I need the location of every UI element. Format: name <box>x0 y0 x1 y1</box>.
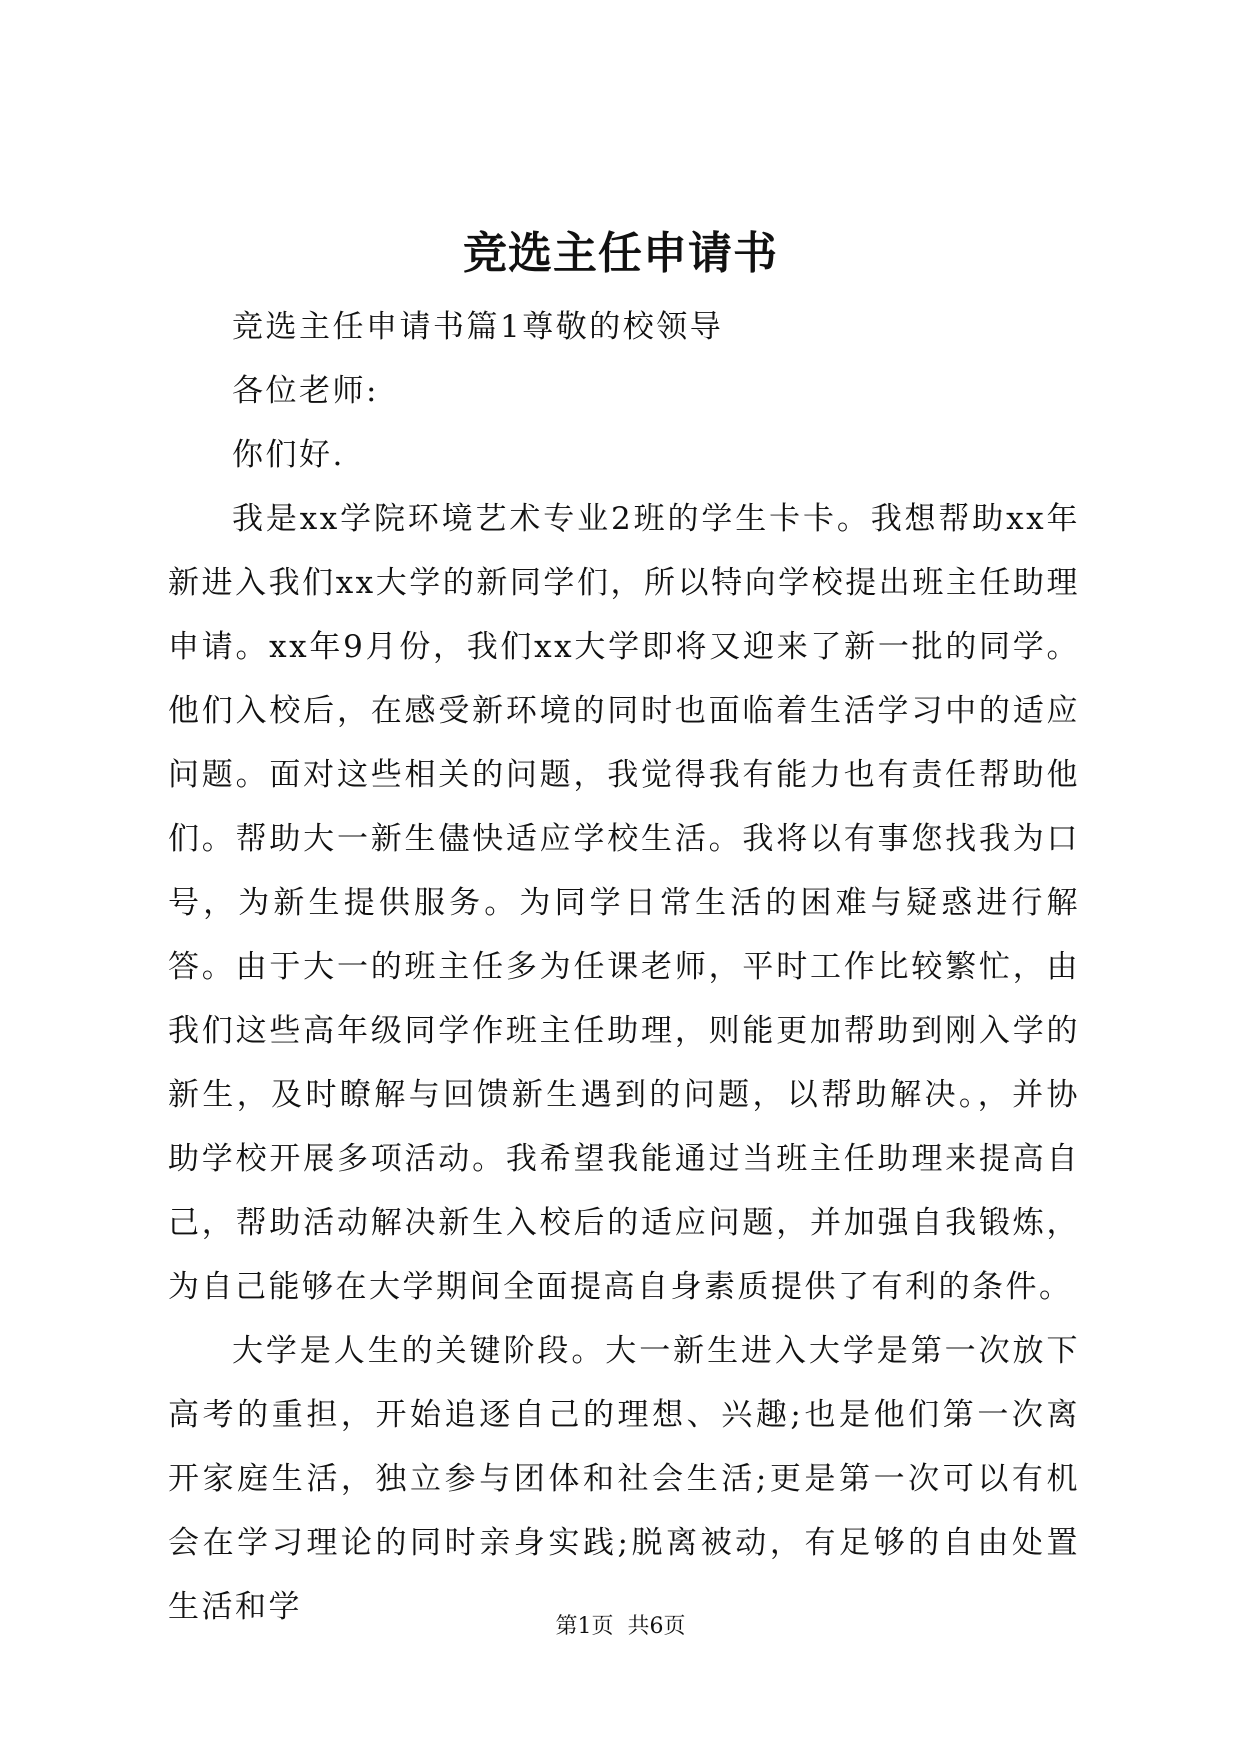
document-body <box>168 295 1080 1639</box>
page-footer <box>0 1612 1241 1642</box>
paragraph: 我是xx学院环境艺术专业2班的学生卡卡。我想帮助xx年新进入我们xx大学的新同学们，所以特向学校提出班主任助理申请。xx年9月份，我们xx大学即将又迎来了新一批的同学。他们入校后，在感受新环境的同时也面临着生活学习中的适应问题。面对这些相关的问题，我觉得我有能力也有责任帮助他们。帮助大一新生儘快适应学校生活。我将以有事您找我为口号，为新生提供服务。为同学日常生活的困难与疑惑进行解答。由于大一的班主任多为任课老师，平时工作比较繁忙，由我们这些高年级同学作班主任助理，则能更加帮助到刚入学的新生，及时瞭解与回馈新生遇到的问题，以帮助解决。，并协助学校开展多项活动。我希望我能通过当班主任助理来提高自己，帮助活动解决新生入校后的适应问题，并加强自我锻炼，为自己能够在大学期间全面提高自身素质提供了有利的条件。 <box>168 501 1080 1305</box>
page-total: 共6页 <box>627 1614 686 1639</box>
paragraph: 你们好. <box>232 437 345 473</box>
paragraph: 竞选主任申请书篇1尊敬的校领导 <box>232 309 724 345</box>
document-title: 竞选主任申请书 <box>463 228 778 279</box>
page-number: 第1页 <box>555 1614 614 1639</box>
paragraph: 大学是人生的关键阶段。大一新生进入大学是第一次放下高考的重担，开始追逐自己的理想、兴趣;也是他们第一次离开家庭生活，独立参与团体和社会生活;更是第一次可以有机会在学习理论的同时亲身实践;脱离被动，有足够的自由处置生活和学 <box>168 1333 1080 1625</box>
paragraph: 各位老师: <box>232 373 379 409</box>
